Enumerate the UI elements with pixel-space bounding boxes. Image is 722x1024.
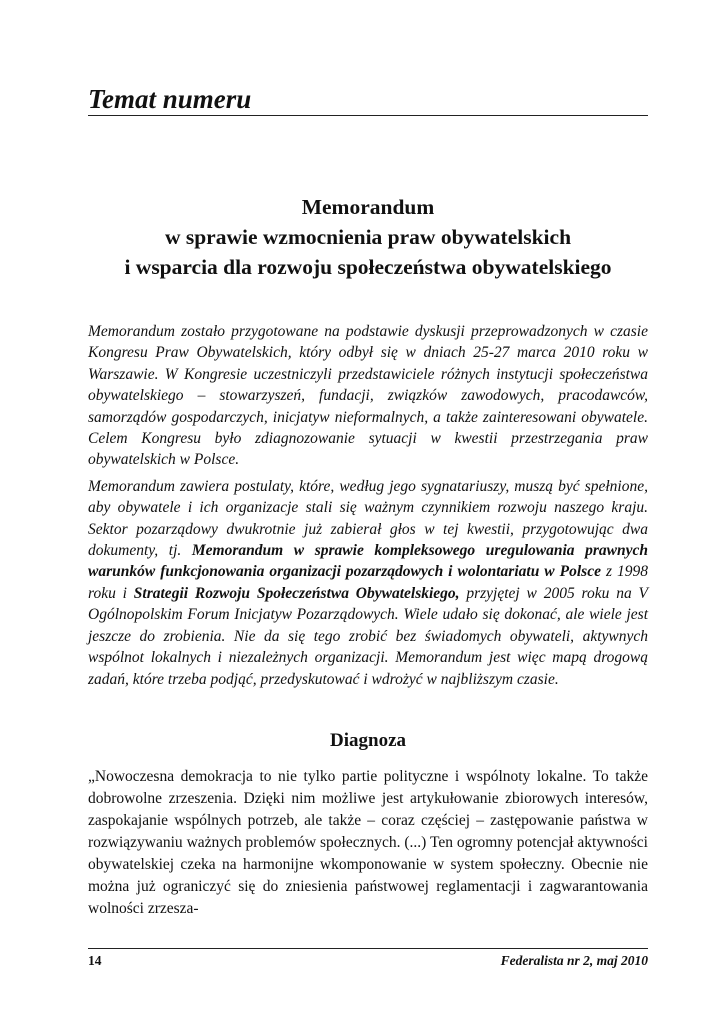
article-title xyxy=(88,192,648,282)
running-header xyxy=(88,84,648,114)
section-heading: Diagnoza xyxy=(330,730,406,751)
body-text xyxy=(88,766,648,920)
title-line-3: i wsparcia dla rozwoju społeczeństwa obywatelskiego xyxy=(124,255,612,279)
footer-rule xyxy=(88,948,648,949)
document-title-1998: Memorandum w sprawie kompleksowego uregulowania prawnych warunków funkcjonowania organizacji pozarządowych i wolontariatu w Polsce xyxy=(88,542,648,581)
header-rule xyxy=(88,115,648,116)
title-line-1: Memorandum xyxy=(301,195,435,219)
intro-text: z 1998 roku i xyxy=(88,563,648,602)
section-label: Temat numeru xyxy=(88,84,252,114)
title-line-2: w sprawie wzmocnienia praw obywatelskich xyxy=(164,225,572,249)
intro-text: Memorandum zawiera postulaty, które, według jego sygnatariuszy, muszą być spełnione, aby obywatele i ich organizacje stali się ważnym czynnikiem rozwoju naszego kraju. Sektor pozarządowy dwukrotnie już zabierał głos w tej kwestii, przygotowując dwa dokumenty, tj. xyxy=(88,477,648,560)
intro-lead xyxy=(88,321,648,690)
intro-paragraph-1: Memorandum zostało przygotowane na podstawie dyskusji przeprowadzonych w czasie Kongresu Praw Obywatelskich, który odbył się w dniach 25-27 marca 2010 roku w Warszawie. W Kongresie uczestniczyli przedstawiciele różnych instytucji społeczeństwa obywatelskiego – stowarzyszeń, fundacji, związków zawodowych, pracodawców, samorządów gospodarczych, inicjatyw nieformalnych, a także zainteresowani obywatele. Celem Kongresu było zdiagnozowanie sytuacji w kwestii przestrzegania praw obywatelskich w Polsce. xyxy=(88,323,648,469)
body-paragraph: „Nowoczesna demokracja to nie tylko partie polityczne i wspólnoty lokalne. To także dobrowolne zrzeszenia. Dzięki nim możliwe jest artykułowanie zbiorowych interesów, zaspokajanie wspólnych potrzeb, ale także – coraz częściej – zastępowanie państwa w rozwiązywaniu ważnych problemów społecznych. (...) Ten ogromny potencjał aktywności obywatelskiej czeka na harmonijne wkomponowanie w system społeczny. Obecnie nie można już ograniczyć się do zniesienia państwowej reglamentacji i zagwarantowania wolności zrzesza- xyxy=(88,768,648,917)
page-number: 14 xyxy=(88,953,102,968)
journal-issue: Federalista nr 2, maj 2010 xyxy=(500,953,648,968)
intro-text: przyjętej w 2005 roku na V Ogólnopolskim Forum Inicjatyw Pozarządowych. Wiele udało się dokonać, ale wiele jest jeszcze do zrobienia. Nie da się tego zrobić bez świadomych obywateli, aktywnych wspólnot lokalnych i niezależnych organizacji. Memorandum jest więc mapą drogową zadań, które trzeba podjąć, przedyskutować i wdrożyć w najbliższym czasie. xyxy=(88,584,648,688)
intro-paragraph-2 xyxy=(88,476,648,690)
document-title-2005: Strategii Rozwoju Społeczeństwa Obywatelskiego, xyxy=(133,584,460,602)
page-footer xyxy=(88,952,648,972)
